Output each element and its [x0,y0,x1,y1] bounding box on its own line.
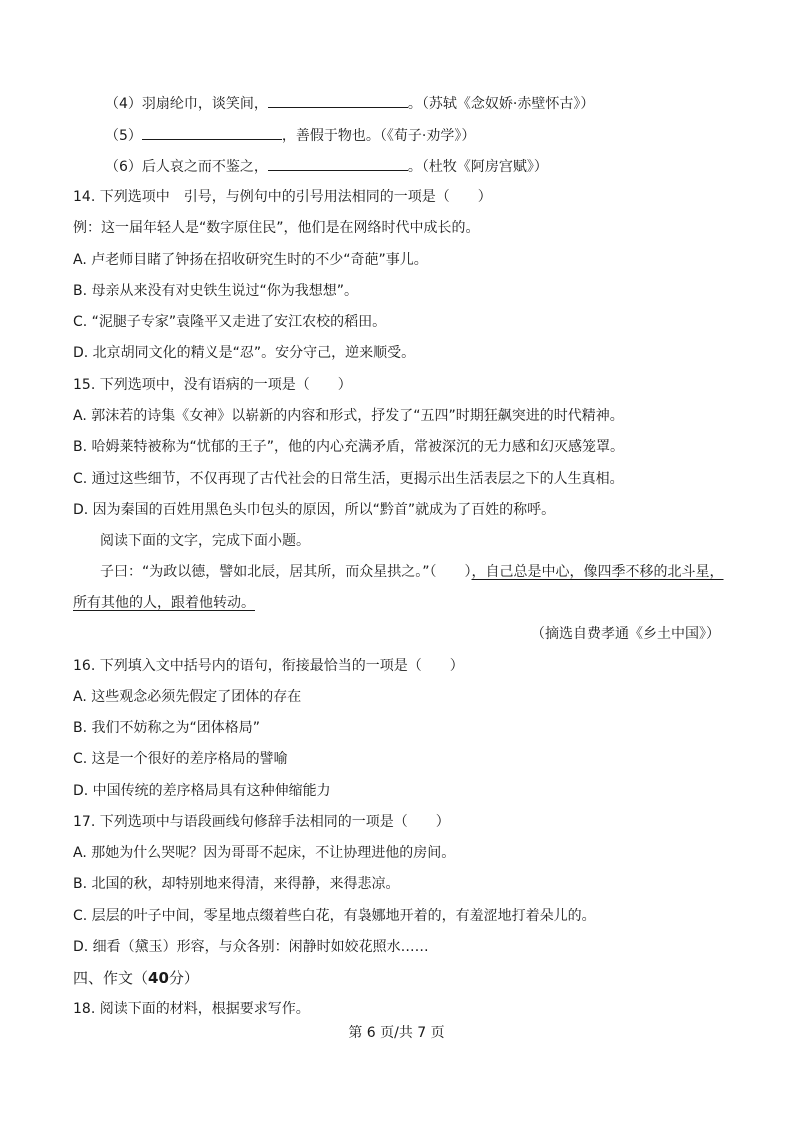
question-14-option-c: C. “泥腿子专家”袁隆平又走进了安江农校的稻田。 [73,314,387,330]
question-14-option-a: A. 卢老师目睹了钟扬在招收研究生时的不少“奇葩”事儿。 [73,252,428,268]
question-14-stem: 14. 下列选项中 引号，与例句中的引号用法相同的一项是（ ） [73,189,492,205]
question-17-option-c: C. 层层的叶子中间，零星地点缀着些白花，有袅娜地开着的，有羞涩地打着朵儿的。 [73,908,596,924]
question-17-option-a: A. 那她为什么哭呢？因为哥哥不起床，不让协理进他的房间。 [73,845,456,861]
question-15-option-a: A. 郭沫若的诗集《女神》以崭新的内容和形式，抒发了“五四”时期狂飙突进的时代精神。 [73,408,624,424]
question-16-option-a: A. 这些观念必须先假定了团体的存在 [73,689,302,705]
question-15-option-c: C. 通过这些细节，不仅再现了古代社会的日常生活，更揭示出生活表层之下的人生真相。 [73,471,624,487]
recitation-item-6: （6）后人哀之而不鉴之， 。（杜牧《阿房宫赋》） [105,156,548,176]
question-15-option-b: B. 哈姆莱特被称为“忧郁的王子”，他的内心充满矛盾，常被深沉的无力感和幻灭感笼罩。 [73,439,625,455]
underlined-sentence: ，自己总是中心，像四季不移的北斗星， [471,564,724,580]
section-4-heading: 四、作文（40分） [73,969,199,987]
question-18-stem: 18. 阅读下面的材料，根据要求写作。 [73,1001,310,1017]
question-14-option-d: D. 北京胡同文化的精义是“忍”。安分守己，逆来顺受。 [73,345,416,361]
question-17-option-b: B. 北国的秋，却特别地来得清，来得静，来得悲凉。 [73,876,400,892]
question-16-option-c: C. 这是一个很好的差序格局的譬喻 [73,751,288,767]
question-16-stem: 16. 下列填入文中括号内的语句，衔接最恰当的一项是（ ） [73,658,464,674]
recitation-item-4: （4）羽扇纶巾，谈笑间， 。（苏轼《念奴娇·赤壁怀古》） [105,93,594,113]
reading-passage-line-1: 子曰：“为政以德，譬如北辰，居其所，而众星拱之。”（ ），自己总是中心，像四季不移的北斗星， [100,564,724,580]
page-number: 第 6 页/共 7 页 [348,1025,445,1041]
recitation-item-5: （5） ，善假于物也。（《荀子·劝学》） [105,125,475,145]
question-16-option-d: D. 中国传统的差序格局具有这种伸缩能力 [73,783,331,799]
reading-passage-line-2: 所有其他的人，跟着他转动。 [73,595,255,611]
question-17-option-d: D. 细看（黛玉）形容，与众各别：闲静时如姣花照水…… [73,939,429,955]
question-17-stem: 17. 下列选项中与语段画线句修辞手法相同的一项是（ ） [73,814,450,830]
reading-source: （摘选自费孝通《乡土中国》） [531,626,720,642]
question-16-option-b: B. 我们不妨称之为“团体格局” [73,720,261,736]
question-15-stem: 15. 下列选项中，没有语病的一项是（ ） [73,377,352,393]
reading-intro: 阅读下面的文字，完成下面小题。 [100,533,310,549]
answer-blank[interactable] [142,125,282,140]
answer-blank[interactable] [268,156,408,171]
question-14-example: 例：这一届年轻人是“数字原住民”，他们是在网络时代中成长的。 [73,220,480,236]
question-15-option-d: D. 因为秦国的百姓用黑色头巾包头的原因，所以“黔首”就成为了百姓的称呼。 [73,502,556,518]
question-14-option-b: B. 母亲从来没有对史铁生说过“你为我想想”。 [73,283,359,299]
answer-blank[interactable] [268,93,408,108]
